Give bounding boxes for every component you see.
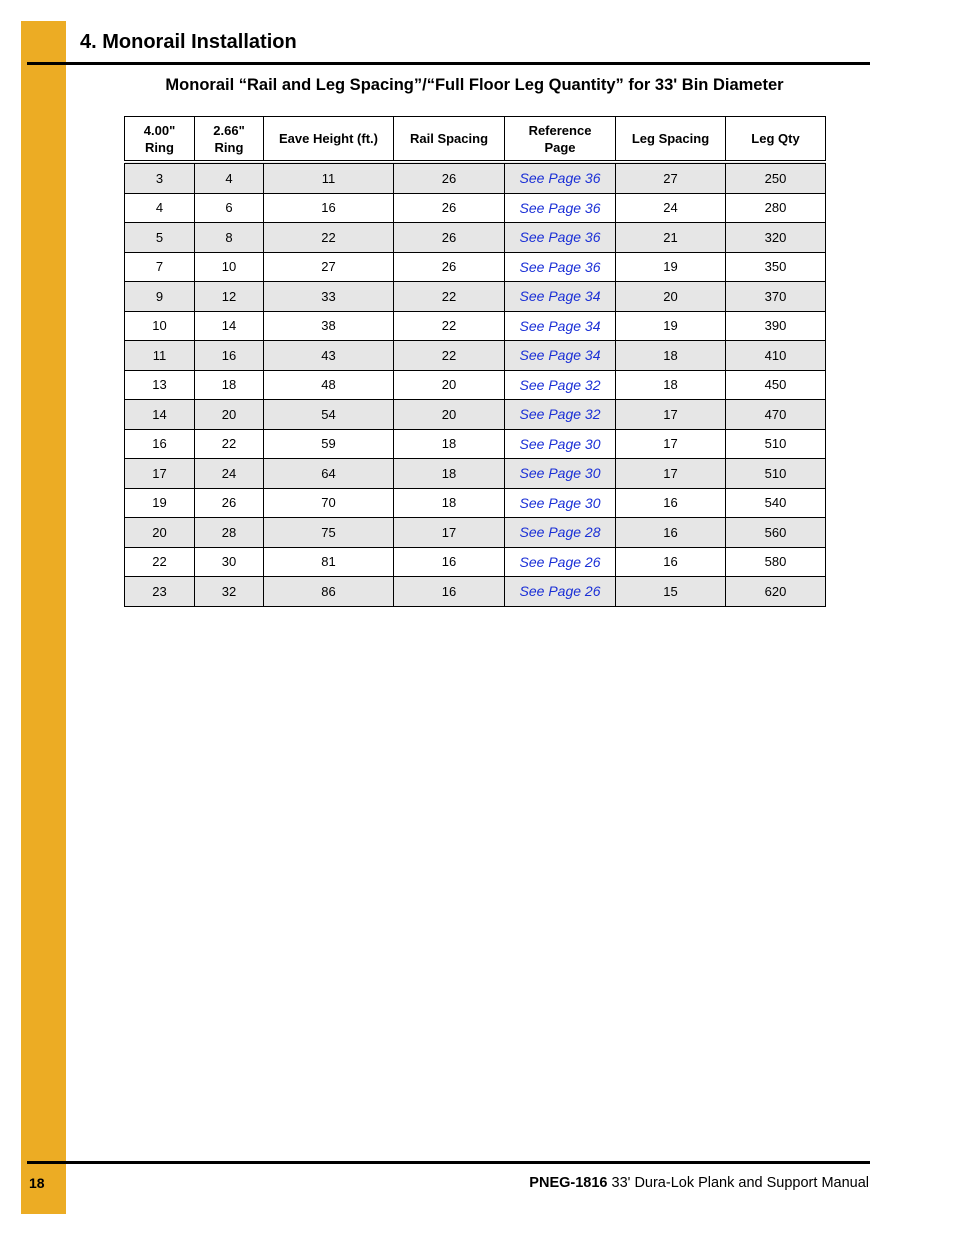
reference-page-link[interactable]: See Page 34: [505, 311, 616, 341]
spacing-table: [124, 116, 826, 607]
reference-page-link[interactable]: See Page 30: [505, 488, 616, 518]
table-cell: 580: [726, 547, 826, 577]
column-header: [125, 117, 195, 163]
table-row: [125, 341, 826, 371]
table-cell: 48: [264, 370, 394, 400]
table-cell: 22: [394, 311, 505, 341]
table-cell: 20: [394, 370, 505, 400]
table-cell: 12: [195, 282, 264, 312]
column-header-line: Page: [544, 139, 576, 155]
reference-page-link[interactable]: See Page 26: [505, 547, 616, 577]
column-header-line: Ring: [214, 139, 244, 155]
table-cell: 22: [394, 282, 505, 312]
table-cell: 81: [264, 547, 394, 577]
table-cell: 19: [125, 488, 195, 518]
table-body: [125, 162, 826, 606]
table-cell: 620: [726, 577, 826, 607]
reference-page-link[interactable]: See Page 34: [505, 282, 616, 312]
table-cell: 17: [616, 400, 726, 430]
table-row: [125, 400, 826, 430]
table-row: [125, 223, 826, 253]
column-header: [264, 117, 394, 163]
table-cell: 75: [264, 518, 394, 548]
table-cell: 33: [264, 282, 394, 312]
reference-page-link[interactable]: See Page 32: [505, 370, 616, 400]
table-header-row: [125, 117, 826, 163]
table-cell: 17: [616, 429, 726, 459]
doc-title: 33' Dura-Lok Plank and Support Manual: [611, 1175, 869, 1191]
table-cell: 26: [195, 488, 264, 518]
table-cell: 14: [125, 400, 195, 430]
reference-page-link[interactable]: See Page 36: [505, 252, 616, 282]
page-number: 18: [29, 1175, 45, 1191]
side-color-bar: [21, 21, 66, 1214]
table-cell: 17: [394, 518, 505, 548]
table-cell: 23: [125, 577, 195, 607]
table-cell: 20: [616, 282, 726, 312]
table-cell: 28: [195, 518, 264, 548]
column-header-line: Leg Qty: [751, 131, 800, 146]
table-cell: 54: [264, 400, 394, 430]
table-cell: 18: [616, 370, 726, 400]
table-cell: 24: [616, 193, 726, 223]
table-row: [125, 459, 826, 489]
table-cell: 390: [726, 311, 826, 341]
reference-page-link[interactable]: See Page 36: [505, 193, 616, 223]
table-cell: 22: [394, 341, 505, 371]
column-header: [726, 117, 826, 163]
table-cell: 470: [726, 400, 826, 430]
table-cell: 3: [125, 162, 195, 193]
table-cell: 7: [125, 252, 195, 282]
table-cell: 20: [394, 400, 505, 430]
table-cell: 10: [125, 311, 195, 341]
table-cell: 19: [616, 311, 726, 341]
column-header: [394, 117, 505, 163]
table-cell: 86: [264, 577, 394, 607]
table-row: [125, 311, 826, 341]
section-title: 4. Monorail Installation: [80, 31, 297, 53]
table-cell: 4: [125, 193, 195, 223]
table-cell: 22: [264, 223, 394, 253]
table-cell: 350: [726, 252, 826, 282]
reference-page-link[interactable]: See Page 34: [505, 341, 616, 371]
table-cell: 510: [726, 459, 826, 489]
reference-page-link[interactable]: See Page 36: [505, 223, 616, 253]
table-cell: 19: [616, 252, 726, 282]
table-cell: 24: [195, 459, 264, 489]
table-cell: 27: [264, 252, 394, 282]
table-row: [125, 488, 826, 518]
table-cell: 20: [195, 400, 264, 430]
reference-page-link[interactable]: See Page 26: [505, 577, 616, 607]
table-cell: 26: [394, 193, 505, 223]
footer-rule: [27, 1161, 870, 1164]
table-cell: 14: [195, 311, 264, 341]
column-header-line: Reference: [528, 122, 592, 138]
table-cell: 38: [264, 311, 394, 341]
table-row: [125, 282, 826, 312]
table-cell: 18: [394, 429, 505, 459]
table-row: [125, 577, 826, 607]
table-cell: 21: [616, 223, 726, 253]
table-cell: 6: [195, 193, 264, 223]
table-cell: 16: [264, 193, 394, 223]
table-cell: 18: [195, 370, 264, 400]
table-cell: 510: [726, 429, 826, 459]
table-row: [125, 547, 826, 577]
table-cell: 16: [616, 488, 726, 518]
table-cell: 11: [125, 341, 195, 371]
table-cell: 59: [264, 429, 394, 459]
table-cell: 5: [125, 223, 195, 253]
reference-page-link[interactable]: See Page 32: [505, 400, 616, 430]
table-cell: 15: [616, 577, 726, 607]
table-cell: 18: [394, 459, 505, 489]
table-row: [125, 370, 826, 400]
table-cell: 20: [125, 518, 195, 548]
table-cell: 280: [726, 193, 826, 223]
reference-page-link[interactable]: See Page 30: [505, 459, 616, 489]
table-cell: 8: [195, 223, 264, 253]
column-header-line: Leg Spacing: [631, 131, 710, 146]
table-cell: 540: [726, 488, 826, 518]
table-cell: 30: [195, 547, 264, 577]
table-cell: 450: [726, 370, 826, 400]
table-row: [125, 518, 826, 548]
reference-page-link[interactable]: See Page 30: [505, 429, 616, 459]
table-cell: 4: [195, 162, 264, 193]
table-cell: 16: [616, 518, 726, 548]
table-cell: 27: [616, 162, 726, 193]
table-cell: 26: [394, 252, 505, 282]
table-cell: 32: [195, 577, 264, 607]
table-cell: 18: [616, 341, 726, 371]
column-header-line: Eave Height (ft.): [279, 131, 378, 146]
header-rule: [27, 62, 870, 65]
table-cell: 17: [125, 459, 195, 489]
table-cell: 22: [125, 547, 195, 577]
table-cell: 250: [726, 162, 826, 193]
table-cell: 16: [394, 547, 505, 577]
column-header: [616, 117, 726, 163]
table-cell: 9: [125, 282, 195, 312]
table-cell: 26: [394, 162, 505, 193]
table-cell: 560: [726, 518, 826, 548]
column-header-line: Rail Spacing: [409, 131, 489, 146]
reference-page-link[interactable]: See Page 36: [505, 162, 616, 193]
table-cell: 70: [264, 488, 394, 518]
table-cell: 16: [394, 577, 505, 607]
table-row: [125, 252, 826, 282]
table-cell: 22: [195, 429, 264, 459]
table-cell: 11: [264, 162, 394, 193]
table-cell: 16: [616, 547, 726, 577]
table-cell: 410: [726, 341, 826, 371]
table-cell: 320: [726, 223, 826, 253]
footer-doc-info: [529, 1175, 869, 1191]
table-cell: 13: [125, 370, 195, 400]
table-title: Monorail “Rail and Leg Spacing”/“Full Floor Leg Quantity” for 33' Bin Diameter: [165, 76, 784, 94]
table-cell: 370: [726, 282, 826, 312]
table-row: [125, 193, 826, 223]
table-cell: 17: [616, 459, 726, 489]
table-cell: 16: [195, 341, 264, 371]
table-cell: 43: [264, 341, 394, 371]
table-cell: 10: [195, 252, 264, 282]
table-cell: 16: [125, 429, 195, 459]
doc-id: PNEG-1816: [529, 1175, 608, 1191]
reference-page-link[interactable]: See Page 28: [505, 518, 616, 548]
table-cell: 18: [394, 488, 505, 518]
table-cell: 26: [394, 223, 505, 253]
column-header: [505, 117, 616, 163]
column-header-line: Ring: [145, 139, 174, 155]
table-row: [125, 429, 826, 459]
column-header-line: 2.66": [213, 122, 245, 138]
column-header-line: 4.00": [143, 122, 176, 138]
column-header: [195, 117, 264, 163]
table-row: [125, 162, 826, 193]
table-cell: 64: [264, 459, 394, 489]
